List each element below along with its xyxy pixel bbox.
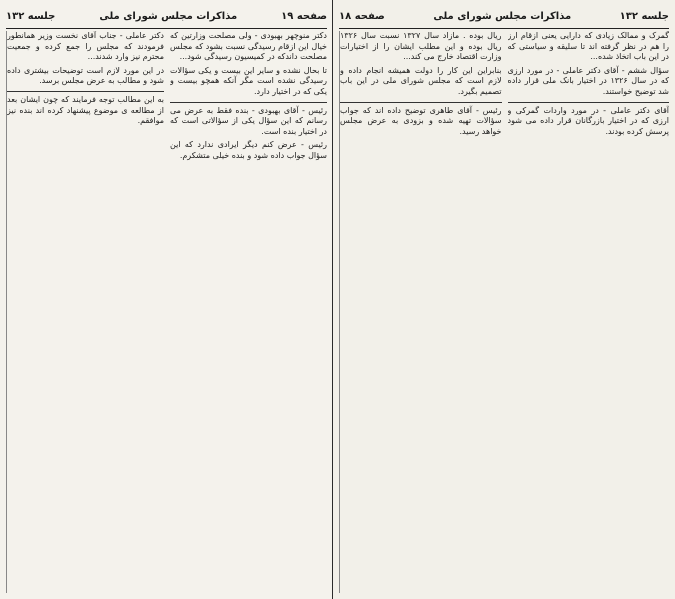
paragraph: دکتر منوچهر بهبودی - ولی مصلحت وزارتین که خیال این ازقام رسیدگی نسبت بشود که مجلس مصلحت داندکه در کمیسیون رسیدگی شود... — [170, 31, 327, 62]
lower-block — [340, 102, 502, 138]
left-page — [0, 0, 333, 599]
header-rule — [6, 28, 327, 29]
lower-block — [7, 91, 164, 127]
session-label: جلسه ۱۳۲ — [619, 10, 669, 22]
paragraph: رئیس - عرض کنم دیگر ایرادی ندارد که این سؤال جواب داده شود و بنده خیلی متشکرم. — [170, 140, 327, 160]
paragraph: دکتر عاملی - جناب آقای نخست وزیر همانطور فرمودند که مجلس را جمع کرده و جمعیت محترم نیز وارد شدند... — [7, 31, 164, 62]
paragraph: در این مورد لازم است توضیحات بیشتری داده شود و مطالب به عرض مجلس برسد. — [7, 65, 164, 86]
page-header-left — [6, 6, 327, 26]
page-label: صفحه ۱۹ — [281, 10, 327, 22]
right-page — [333, 0, 675, 599]
header-rule — [339, 28, 669, 29]
right-page-left-column — [339, 31, 502, 593]
paragraph: سؤال ششم - آقای دکتر عاملی - در مورد ارزی که در سال ۱۳۲۶ در اختیار بانک ملی قرار داده شد توضیح خواستند. — [507, 65, 669, 96]
paragraph: گمرک و ممالک زیادی که دارایی یعنی ازقام ارز را هم در نظر گرفته اند تا سلیقه و سیاستی که در این باب اتخاذ شده... — [507, 31, 669, 62]
lower-block — [170, 102, 327, 162]
page-title: مذاکرات مجلس شورای ملی — [99, 10, 238, 22]
columns-right-page — [339, 31, 669, 593]
paragraph: ریال بوده . مازاد سال ۱۳۲۷ نسبت سال ۱۳۲۶ ریال بوده و این مطلب ایشان را از اختیارات وزارت اقتصاد خارج می کند... — [340, 31, 502, 62]
page-header-right — [339, 6, 669, 26]
left-page-right-column — [170, 31, 327, 593]
lower-block — [508, 102, 670, 138]
page-title: مذاکرات مجلس شورای ملی — [433, 10, 572, 22]
session-label: جلسه ۱۳۲ — [6, 10, 56, 22]
paragraph: آقای دکتر عاملی - در مورد واردات گمرکی و ارزی که در اختیار بازرگانان قرار داده می شود پرسش کرده بودند. — [507, 105, 669, 136]
paragraph: رئیس - آقای طاهری توضیح داده اند که جواب سؤالات تهیه شده و بزودی به عرض مجلس خواهد رسید. — [340, 105, 502, 136]
paragraph: بنابراین این کار را دولت همیشه انجام داده و لازم است که مجلس شورای ملی در این باب تصمیم بگیرد. — [340, 65, 502, 96]
left-page-left-column — [6, 31, 164, 593]
paragraph: تا بحال نشده و سایر این بیست و یکی سؤالات رسیدگی نشده است مگر آنکه همچو بیست و یکی که در اختیار دارد. — [170, 65, 327, 96]
columns-left-page — [6, 31, 327, 593]
page-label: صفحه ۱۸ — [339, 10, 385, 22]
paragraph: به این مطالب توجه فرمایند که چون ایشان بعد از مطالعه ی موضوع پیشنهاد کرده اند بنده نیز موافقم. — [7, 94, 164, 126]
right-page-right-column — [508, 31, 670, 593]
paragraph: رئیس - آقای بهبودی - بنده فقط به عرض می رسانم که این سؤال یکی از سؤالاتی است که در اختیار بنده است. — [170, 105, 327, 136]
